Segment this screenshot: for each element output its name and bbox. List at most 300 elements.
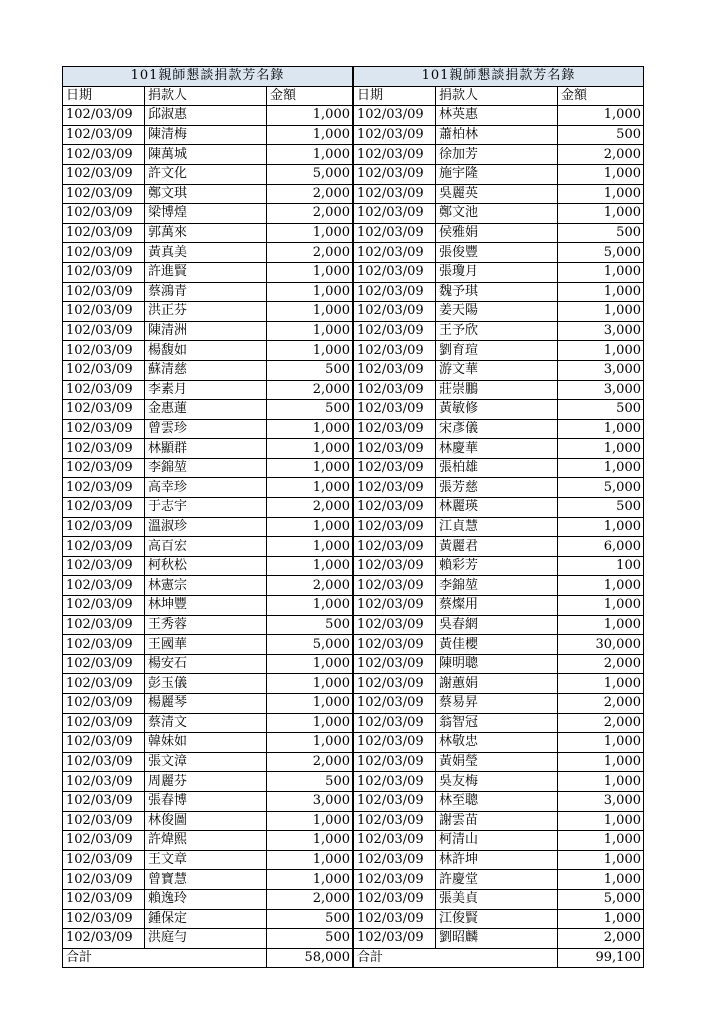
cell-donor: 蔡鴻青 [145,282,267,302]
cell-donor: 張柏雄 [436,458,558,478]
donation-sheet [62,66,644,968]
cell-date: 102/03/09 [63,243,145,263]
table-row [354,929,644,949]
cell-donor: 柯清山 [436,831,558,851]
cell-donor: 林敬忠 [436,733,558,753]
cell-amount: 1,000 [267,537,353,557]
cell-donor: 梁博煌 [145,204,267,224]
cell-amount: 1,000 [558,811,644,831]
cell-date: 102/03/09 [63,145,145,165]
cell-date: 102/03/09 [63,576,145,596]
table-row [354,909,644,929]
cell-donor: 黃敏修 [436,400,558,420]
cell-amount: 1,000 [558,282,644,302]
cell-donor: 徐加芳 [436,145,558,165]
table-row [63,419,353,439]
cell-donor: 莊崇鵬 [436,380,558,400]
cell-date: 102/03/09 [354,380,436,400]
cell-amount: 1,000 [558,772,644,792]
cell-date: 102/03/09 [354,733,436,753]
table-row [63,850,353,870]
cell-donor: 韓妹如 [145,733,267,753]
cell-donor: 許慶堂 [436,870,558,890]
cell-donor: 謝蕙娟 [436,674,558,694]
cell-donor: 陳萬城 [145,145,267,165]
cell-donor: 許進賢 [145,262,267,282]
cell-amount: 2,000 [267,243,353,263]
table-row [63,498,353,518]
column-header-donor: 捐款人 [436,86,558,106]
cell-amount: 1,000 [267,556,353,576]
cell-date: 102/03/09 [63,106,145,126]
cell-amount: 1,000 [267,341,353,361]
table-row [63,282,353,302]
table-row [354,125,644,145]
cell-date: 102/03/09 [354,341,436,361]
table-row [63,125,353,145]
cell-amount: 1,000 [267,302,353,322]
cell-date: 102/03/09 [354,772,436,792]
cell-amount: 2,000 [558,929,644,949]
cell-amount: 1,000 [558,596,644,616]
total-label: 合計 [354,948,558,968]
cell-date: 102/03/09 [63,772,145,792]
cell-amount: 2,000 [558,713,644,733]
cell-donor: 黃娟瑩 [436,752,558,772]
column-header-date: 日期 [354,86,436,106]
table-row [63,106,353,126]
cell-date: 102/03/09 [354,184,436,204]
cell-amount: 1,000 [558,576,644,596]
cell-donor: 陳明聰 [436,654,558,674]
table-row [354,204,644,224]
cell-amount: 1,000 [558,733,644,753]
cell-amount: 1,000 [558,909,644,929]
table-row [63,537,353,557]
table-row [63,517,353,537]
cell-date: 102/03/09 [354,556,436,576]
table-body [354,106,644,949]
table-row [354,184,644,204]
table-row [354,556,644,576]
cell-date: 102/03/09 [354,478,436,498]
cell-date: 102/03/09 [354,615,436,635]
table-row [354,498,644,518]
table-row [63,302,353,322]
cell-amount: 6,000 [558,537,644,557]
table-row [63,223,353,243]
table-row [354,654,644,674]
cell-donor: 許煒熙 [145,831,267,851]
cell-date: 102/03/09 [63,302,145,322]
table-row [354,478,644,498]
table-row [354,302,644,322]
table-row [63,458,353,478]
cell-amount: 5,000 [558,889,644,909]
cell-amount: 1,000 [558,458,644,478]
table-row [63,889,353,909]
cell-amount: 1,000 [558,615,644,635]
cell-date: 102/03/09 [354,929,436,949]
cell-amount: 500 [267,909,353,929]
cell-amount: 2,000 [267,576,353,596]
cell-donor: 楊安石 [145,654,267,674]
cell-amount: 1,000 [558,674,644,694]
cell-date: 102/03/09 [354,694,436,714]
cell-donor: 林許坤 [436,850,558,870]
cell-donor: 洪庭勻 [145,929,267,949]
cell-date: 102/03/09 [63,694,145,714]
cell-date: 102/03/09 [63,478,145,498]
cell-amount: 500 [558,498,644,518]
cell-date: 102/03/09 [63,282,145,302]
cell-donor: 王文章 [145,850,267,870]
total-value: 58,000 [267,948,353,968]
cell-amount: 1,000 [267,262,353,282]
table-row [63,791,353,811]
table-row [354,576,644,596]
cell-date: 102/03/09 [354,106,436,126]
cell-donor: 吳春網 [436,615,558,635]
table-row [63,811,353,831]
table-row [354,635,644,655]
cell-amount: 500 [558,223,644,243]
cell-donor: 侯雅娟 [436,223,558,243]
cell-date: 102/03/09 [63,321,145,341]
cell-amount: 2,000 [267,498,353,518]
cell-date: 102/03/09 [63,733,145,753]
table-row [354,106,644,126]
cell-date: 102/03/09 [63,517,145,537]
cell-amount: 5,000 [267,635,353,655]
cell-amount: 1,000 [267,145,353,165]
cell-amount: 2,000 [267,204,353,224]
table-row [354,145,644,165]
table-row [354,282,644,302]
cell-amount: 2,000 [267,752,353,772]
cell-date: 102/03/09 [354,458,436,478]
cell-date: 102/03/09 [63,498,145,518]
table-row [354,870,644,890]
cell-amount: 1,000 [267,106,353,126]
cell-donor: 吳友梅 [436,772,558,792]
cell-donor: 曾寶慧 [145,870,267,890]
cell-amount: 2,000 [267,184,353,204]
table-row [354,811,644,831]
cell-amount: 1,000 [267,870,353,890]
cell-amount: 500 [267,772,353,792]
cell-amount: 1,000 [558,850,644,870]
cell-amount: 1,000 [558,419,644,439]
table-row [354,223,644,243]
cell-amount: 1,000 [267,458,353,478]
table-row [354,164,644,184]
cell-date: 102/03/09 [354,870,436,890]
cell-date: 102/03/09 [354,400,436,420]
table-row [63,772,353,792]
cell-date: 102/03/09 [354,576,436,596]
cell-donor: 楊麗琴 [145,694,267,714]
table-row [354,596,644,616]
cell-date: 102/03/09 [63,713,145,733]
table-row [63,694,353,714]
cell-date: 102/03/09 [354,321,436,341]
cell-donor: 曾雲珍 [145,419,267,439]
table-row [354,243,644,263]
cell-amount: 1,000 [267,439,353,459]
cell-donor: 張春博 [145,791,267,811]
cell-donor: 陳清梅 [145,125,267,145]
total-label: 合計 [63,948,267,968]
cell-date: 102/03/09 [63,223,145,243]
cell-date: 102/03/09 [354,850,436,870]
cell-date: 102/03/09 [63,674,145,694]
cell-date: 102/03/09 [63,458,145,478]
cell-amount: 3,000 [558,791,644,811]
cell-date: 102/03/09 [354,909,436,929]
table-row [354,694,644,714]
cell-donor: 王予欣 [436,321,558,341]
cell-amount: 2,000 [267,889,353,909]
cell-date: 102/03/09 [354,439,436,459]
table-row [63,439,353,459]
table-row [354,321,644,341]
cell-donor: 姜天陽 [436,302,558,322]
table-row [63,752,353,772]
cell-date: 102/03/09 [354,889,436,909]
table-row [354,772,644,792]
cell-date: 102/03/09 [63,400,145,420]
cell-amount: 1,000 [267,733,353,753]
cell-donor: 蕭柏林 [436,125,558,145]
table-row [354,439,644,459]
cell-date: 102/03/09 [354,831,436,851]
cell-date: 102/03/09 [63,615,145,635]
cell-donor: 江俊賢 [436,909,558,929]
cell-date: 102/03/09 [354,282,436,302]
table-row [354,360,644,380]
column-header-amount: 金額 [558,86,644,106]
table-row [354,850,644,870]
cell-donor: 蔡燦用 [436,596,558,616]
cell-date: 102/03/09 [354,635,436,655]
table-row [63,596,353,616]
cell-date: 102/03/09 [63,419,145,439]
cell-donor: 林顯群 [145,439,267,459]
cell-date: 102/03/09 [63,791,145,811]
cell-date: 102/03/09 [354,498,436,518]
cell-donor: 張芳慈 [436,478,558,498]
cell-donor: 張瓊月 [436,262,558,282]
cell-date: 102/03/09 [63,125,145,145]
cell-donor: 魏予琪 [436,282,558,302]
cell-donor: 劉育瑄 [436,341,558,361]
cell-donor: 邱淑惠 [145,106,267,126]
cell-donor: 許文化 [145,164,267,184]
cell-amount: 500 [558,400,644,420]
cell-date: 102/03/09 [354,596,436,616]
cell-donor: 蘇清慈 [145,360,267,380]
table-row [354,733,644,753]
cell-amount: 1,000 [558,164,644,184]
cell-amount: 1,000 [267,831,353,851]
table-row [354,341,644,361]
cell-amount: 5,000 [267,164,353,184]
cell-date: 102/03/09 [354,713,436,733]
cell-donor: 李錦堃 [145,458,267,478]
cell-date: 102/03/09 [63,635,145,655]
cell-date: 102/03/09 [354,223,436,243]
cell-date: 102/03/09 [354,262,436,282]
donation-table-right [353,66,644,968]
cell-amount: 1,000 [267,713,353,733]
cell-donor: 鄭文琪 [145,184,267,204]
table-row [63,870,353,890]
cell-donor: 劉昭麟 [436,929,558,949]
cell-amount: 1,000 [267,478,353,498]
cell-amount: 1,000 [267,811,353,831]
table-row [63,360,353,380]
cell-amount: 100 [558,556,644,576]
cell-date: 102/03/09 [63,360,145,380]
cell-amount: 1,000 [558,831,644,851]
cell-date: 102/03/09 [63,556,145,576]
table-row [354,752,644,772]
table-row [354,458,644,478]
cell-date: 102/03/09 [63,870,145,890]
cell-donor: 賴彩芳 [436,556,558,576]
table-row [63,635,353,655]
cell-date: 102/03/09 [63,889,145,909]
cell-donor: 王秀蓉 [145,615,267,635]
cell-date: 102/03/09 [63,184,145,204]
cell-date: 102/03/09 [63,262,145,282]
cell-amount: 1,000 [267,596,353,616]
table-row [63,654,353,674]
donation-table-left [62,66,353,968]
cell-amount: 500 [267,615,353,635]
table-row [63,164,353,184]
cell-amount: 1,000 [267,850,353,870]
cell-date: 102/03/09 [354,164,436,184]
cell-amount: 1,000 [267,125,353,145]
cell-amount: 1,000 [558,302,644,322]
table-row [354,419,644,439]
cell-date: 102/03/09 [354,654,436,674]
cell-date: 102/03/09 [63,439,145,459]
cell-date: 102/03/09 [63,929,145,949]
cell-date: 102/03/09 [354,791,436,811]
cell-date: 102/03/09 [63,811,145,831]
cell-date: 102/03/09 [354,360,436,380]
table-row [354,517,644,537]
cell-date: 102/03/09 [354,125,436,145]
cell-donor: 謝雲苗 [436,811,558,831]
cell-donor: 林憲宗 [145,576,267,596]
cell-donor: 林至聰 [436,791,558,811]
table-row [63,204,353,224]
cell-date: 102/03/09 [63,380,145,400]
cell-amount: 500 [267,929,353,949]
cell-donor: 黃真美 [145,243,267,263]
cell-date: 102/03/09 [63,909,145,929]
table-row [63,380,353,400]
cell-donor: 張文漳 [145,752,267,772]
cell-donor: 林慶華 [436,439,558,459]
cell-date: 102/03/09 [63,596,145,616]
cell-donor: 溫淑珍 [145,517,267,537]
table-row [63,929,353,949]
table-row [63,615,353,635]
cell-date: 102/03/09 [63,752,145,772]
cell-date: 102/03/09 [63,850,145,870]
table-row [63,478,353,498]
cell-date: 102/03/09 [63,204,145,224]
cell-amount: 1,000 [558,341,644,361]
cell-donor: 張美貞 [436,889,558,909]
cell-donor: 蔡清文 [145,713,267,733]
cell-amount: 500 [267,360,353,380]
cell-donor: 吳麗英 [436,184,558,204]
table-row [354,889,644,909]
cell-amount: 500 [558,125,644,145]
cell-date: 102/03/09 [63,537,145,557]
table-row [63,713,353,733]
table-row [354,674,644,694]
cell-date: 102/03/09 [63,164,145,184]
cell-amount: 1,000 [267,419,353,439]
cell-donor: 李錦堃 [436,576,558,596]
table-row [354,831,644,851]
cell-amount: 1,000 [558,752,644,772]
table-row [354,713,644,733]
cell-donor: 游文華 [436,360,558,380]
cell-date: 102/03/09 [354,752,436,772]
cell-donor: 于志宇 [145,498,267,518]
cell-donor: 周麗芬 [145,772,267,792]
column-header-donor: 捐款人 [145,86,267,106]
cell-date: 102/03/09 [354,204,436,224]
table-row [354,380,644,400]
table-row [63,321,353,341]
cell-amount: 30,000 [558,635,644,655]
table-row [354,400,644,420]
cell-donor: 高百宏 [145,537,267,557]
cell-donor: 王國華 [145,635,267,655]
cell-date: 102/03/09 [63,831,145,851]
cell-donor: 楊馥如 [145,341,267,361]
cell-amount: 1,000 [267,321,353,341]
cell-amount: 5,000 [558,478,644,498]
cell-donor: 施宇隆 [436,164,558,184]
table-row [63,674,353,694]
cell-donor: 陳清洲 [145,321,267,341]
cell-amount: 1,000 [558,870,644,890]
cell-date: 102/03/09 [354,674,436,694]
cell-donor: 林英惠 [436,106,558,126]
cell-donor: 鄭文池 [436,204,558,224]
column-header-date: 日期 [63,86,145,106]
cell-donor: 林俊圖 [145,811,267,831]
cell-amount: 3,000 [558,360,644,380]
cell-date: 102/03/09 [354,537,436,557]
cell-donor: 林麗瑛 [436,498,558,518]
table-row [63,243,353,263]
cell-date: 102/03/09 [63,341,145,361]
table-row [63,556,353,576]
cell-amount: 1,000 [558,439,644,459]
cell-date: 102/03/09 [354,243,436,263]
